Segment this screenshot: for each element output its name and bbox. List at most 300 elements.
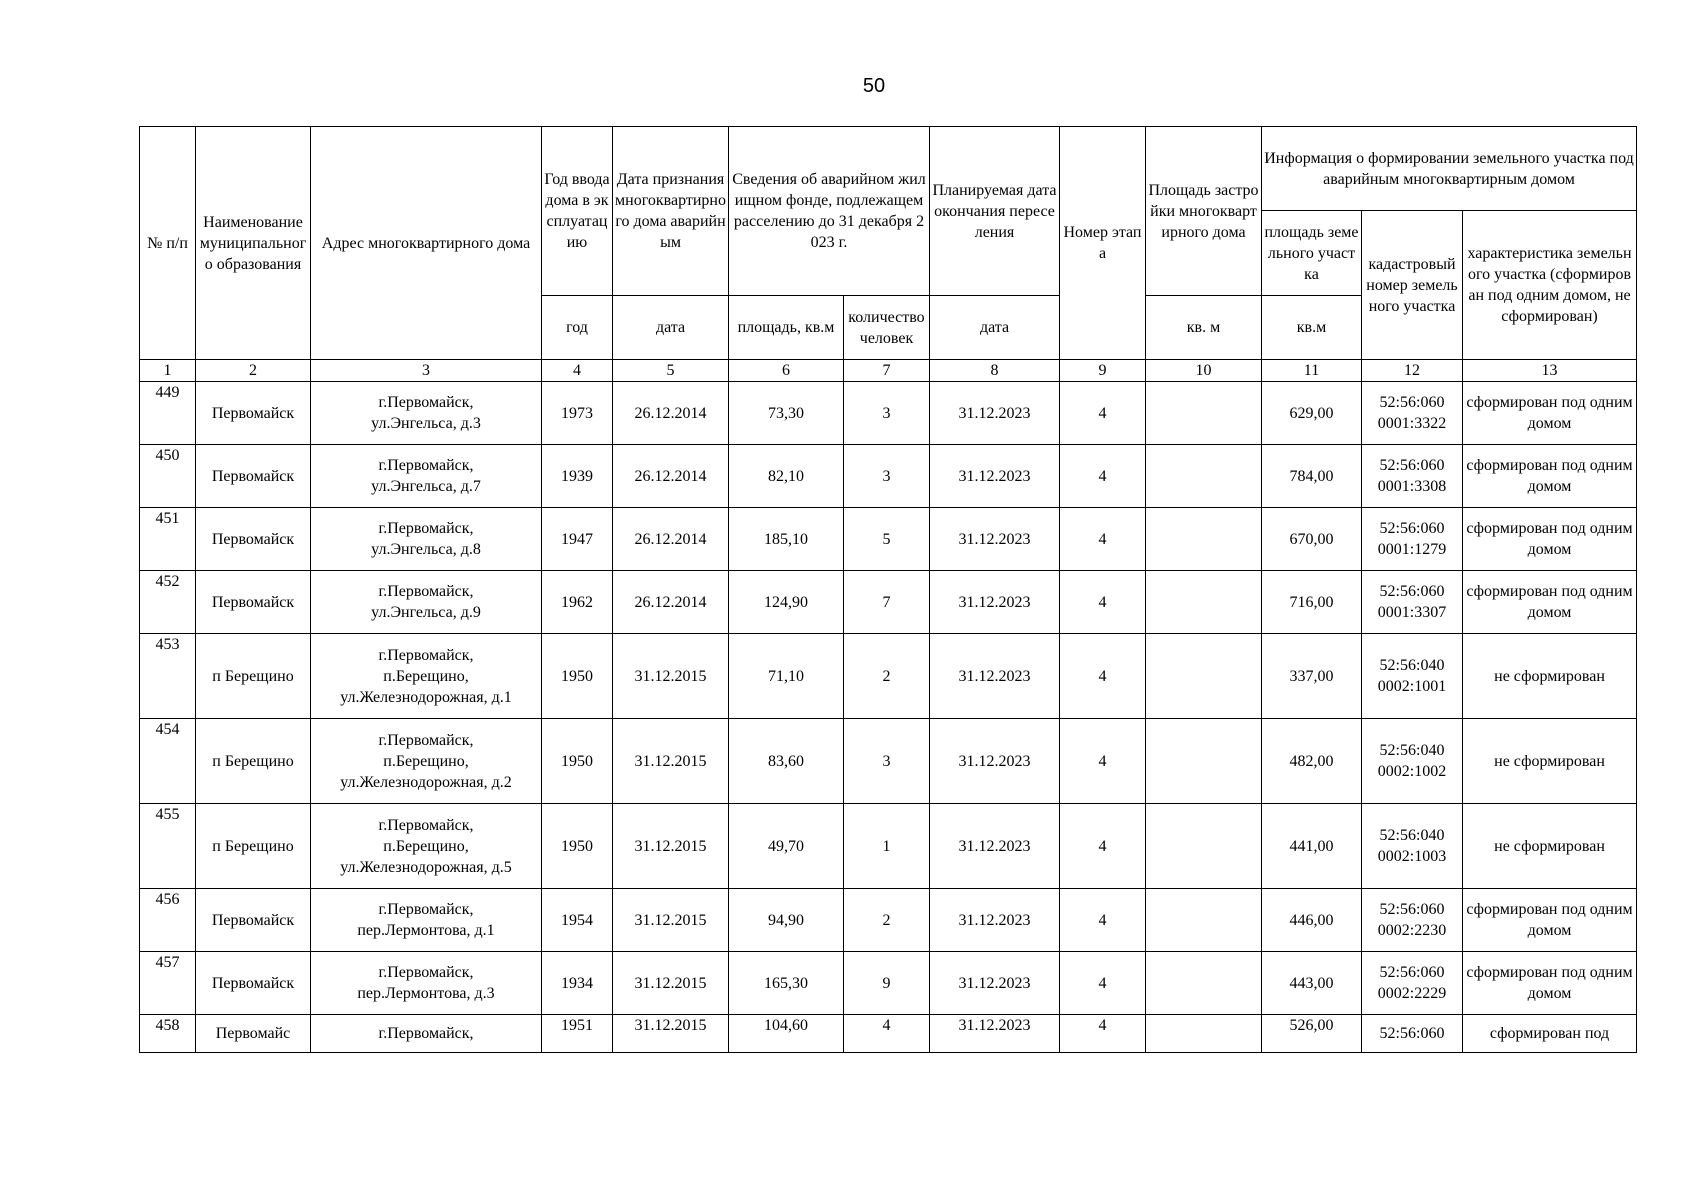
cell-number-text: 455: [155, 806, 180, 823]
cell-cadastral-text: 52:56:060: [1379, 457, 1445, 474]
cell-address-text: г.Первомайск,: [378, 583, 474, 600]
header-year: Год ввода дома в эксплуатацию: [542, 127, 613, 296]
cell-number-text: 449: [155, 384, 180, 401]
cell-end-date: [930, 382, 1060, 445]
cell-area-text: 124,90: [764, 593, 808, 611]
cell-land-char: [1463, 508, 1637, 571]
cell-address-text: п.Берещино,: [383, 837, 469, 855]
cell-stage-text: 4: [1098, 974, 1107, 992]
cell-people-text: 2: [882, 911, 891, 929]
cell-area-text: 104,60: [764, 1017, 808, 1034]
cell-stage-text: 4: [1098, 467, 1107, 485]
cell-address: [311, 634, 542, 719]
cell-build-area: [1146, 571, 1262, 634]
cell-land-char-text: не сформирован: [1494, 667, 1605, 685]
cell-municipality: [196, 1015, 311, 1053]
cell-date: [613, 634, 729, 719]
cell-number-text: 451: [155, 510, 180, 527]
cell-date: [613, 804, 729, 889]
cell-number: [140, 508, 196, 571]
cell-end-date: [930, 1015, 1060, 1053]
header-build-area: Площадь застройки многоквартирного дома: [1146, 127, 1262, 296]
cell-cadastral-text: 52:56:040: [1379, 742, 1445, 759]
cell-year-text: 1950: [561, 837, 593, 855]
cell-stage: [1060, 634, 1146, 719]
cell-address: [311, 508, 542, 571]
cell-year: [542, 382, 613, 445]
cell-date-text: 26.12.2014: [634, 530, 707, 548]
cell-address: [311, 719, 542, 804]
cell-year-text: 1954: [561, 911, 593, 929]
cell-land-area-text: 670,00: [1289, 530, 1334, 548]
cell-end-date: [930, 571, 1060, 634]
cell-area: [729, 508, 844, 571]
cell-people: [844, 445, 930, 508]
cell-land-char: [1463, 1015, 1637, 1053]
cell-municipality-text: Первомайс: [215, 1025, 291, 1042]
cell-stage: [1060, 889, 1146, 952]
cell-end-date-text: 31.12.2023: [958, 1017, 1031, 1034]
cell-address-text: г.Первомайск,: [378, 646, 474, 664]
unit-build-area: кв. м: [1146, 296, 1262, 360]
cell-stage: [1060, 445, 1146, 508]
cell-number: [140, 889, 196, 952]
table-row: [140, 952, 1637, 1015]
cell-address-text: г.Первомайск,: [378, 816, 474, 834]
cell-land-area-text: 784,00: [1289, 467, 1334, 485]
cell-stage-text: 4: [1098, 667, 1107, 685]
header-address: Адрес многоквартирного дома: [311, 127, 542, 360]
cell-land-area: [1262, 889, 1362, 952]
header-recognition-date: Дата признания многоквартирного дома аварийным: [613, 127, 729, 296]
cell-date-text: 26.12.2014: [634, 593, 707, 611]
unit-people: количество человек: [844, 296, 930, 360]
cell-build-area: [1146, 1015, 1262, 1053]
cell-people: [844, 382, 930, 445]
cell-people-text: 1: [882, 837, 891, 855]
cell-number: [140, 382, 196, 445]
cell-number: [140, 571, 196, 634]
cell-cadastral: [1362, 634, 1463, 719]
header-fund-info: Сведения об аварийном жилищном фонде, подлежащем расселению до 31 декабря 2023 г.: [729, 127, 930, 296]
cell-land-area-text: 446,00: [1289, 911, 1334, 929]
cell-area: [729, 719, 844, 804]
cell-end-date: [930, 445, 1060, 508]
cell-land-char-text: сформирован под: [1489, 1025, 1610, 1042]
cell-land-char: [1463, 952, 1637, 1015]
header-number: № п/п: [140, 127, 196, 360]
cell-stage-text: 4: [1098, 593, 1107, 611]
cell-stage: [1060, 804, 1146, 889]
cell-land-area: [1262, 1015, 1362, 1053]
cell-build-area: [1146, 634, 1262, 719]
cell-area: [729, 382, 844, 445]
cell-end-date: [930, 952, 1060, 1015]
table-row: [140, 889, 1637, 952]
cell-land-char-text: сформирован под одним домом: [1466, 583, 1633, 621]
cell-municipality: [196, 382, 311, 445]
cell-area: [729, 571, 844, 634]
cell-people-text: 3: [882, 467, 891, 485]
cell-address-text: г.Первомайск,: [378, 457, 474, 474]
cell-land-char: [1463, 571, 1637, 634]
cell-date-text: 31.12.2015: [634, 1017, 707, 1034]
cell-year-text: 1950: [561, 752, 593, 770]
cell-year: [542, 571, 613, 634]
cell-number: [140, 719, 196, 804]
cell-number: [140, 634, 196, 719]
cell-municipality-text: Первомайск: [211, 974, 295, 992]
cell-end-date-text: 31.12.2023: [958, 593, 1031, 611]
cell-year-text: 1950: [561, 667, 593, 685]
cell-area: [729, 634, 844, 719]
cell-date: [613, 952, 729, 1015]
cell-municipality-text: Первомайск: [211, 911, 295, 929]
cell-area-text: 82,10: [768, 467, 804, 485]
cell-people: [844, 634, 930, 719]
cell-date-text: 31.12.2015: [634, 911, 707, 929]
column-number: 9: [1060, 360, 1146, 382]
cell-cadastral-text: 0002:2230: [1377, 922, 1447, 939]
cell-people-text: 4: [882, 1017, 891, 1034]
cell-area: [729, 1015, 844, 1053]
column-number: 1: [140, 360, 196, 382]
cell-address-text: ул.Энгельса, д.3: [371, 415, 481, 432]
cell-address-text: г.Первомайск,: [378, 394, 474, 411]
cell-build-area: [1146, 382, 1262, 445]
cell-cadastral-text: 0002:2229: [1377, 985, 1447, 1002]
table-row: [140, 508, 1637, 571]
cell-municipality: [196, 445, 311, 508]
cell-stage: [1060, 1015, 1146, 1053]
cell-number: [140, 804, 196, 889]
cell-municipality-text: Первомайск: [211, 404, 295, 422]
cell-end-date: [930, 719, 1060, 804]
cell-cadastral-text: 0001:3322: [1377, 415, 1447, 432]
cell-number-text: 453: [155, 636, 180, 653]
cell-year-text: 1934: [561, 974, 593, 992]
cell-cadastral-text: 0001:3307: [1377, 604, 1447, 621]
cell-address-text: ул.Железнодорожная, д.2: [340, 773, 512, 791]
cell-year: [542, 719, 613, 804]
cell-land-area: [1262, 634, 1362, 719]
unit-area: площадь, кв.м: [729, 296, 844, 360]
cell-land-char: [1463, 804, 1637, 889]
cell-address-text: п.Берещино,: [383, 752, 469, 770]
cell-municipality: [196, 804, 311, 889]
cell-area: [729, 445, 844, 508]
cell-date: [613, 508, 729, 571]
cell-address-text: г.Первомайск,: [378, 520, 474, 537]
cell-land-char-text: сформирован под одним домом: [1466, 520, 1633, 558]
cell-area-text: 185,10: [764, 530, 808, 548]
cell-end-date: [930, 889, 1060, 952]
cell-date-text: 26.12.2014: [634, 467, 707, 485]
cell-address-text: п.Берещино,: [383, 667, 469, 685]
table-header: [140, 127, 1637, 382]
cell-cadastral: [1362, 571, 1463, 634]
cell-cadastral: [1362, 889, 1463, 952]
cell-municipality-text: п Берещино: [212, 667, 294, 685]
column-number: 6: [729, 360, 844, 382]
cell-address-text: пер.Лермонтова, д.1: [357, 922, 495, 939]
table-row: [140, 571, 1637, 634]
cell-end-date-text: 31.12.2023: [958, 530, 1031, 548]
cell-people: [844, 804, 930, 889]
cell-cadastral: [1362, 445, 1463, 508]
cell-cadastral-text: 52:56:060: [1379, 583, 1445, 600]
cell-municipality-text: п Берещино: [212, 752, 294, 770]
cell-land-char-text: сформирован под одним домом: [1466, 901, 1633, 939]
cell-year: [542, 508, 613, 571]
cell-stage-text: 4: [1098, 752, 1107, 770]
cell-date: [613, 719, 729, 804]
cell-stage: [1060, 508, 1146, 571]
cell-land-char: [1463, 634, 1637, 719]
emergency-housing-table: [139, 126, 1637, 1053]
column-number: 11: [1262, 360, 1362, 382]
cell-cadastral-text: 52:56:060: [1379, 964, 1445, 981]
cell-year-text: 1973: [561, 404, 593, 422]
cell-cadastral: [1362, 382, 1463, 445]
cell-area-text: 73,30: [768, 404, 804, 422]
cell-area-text: 71,10: [768, 667, 804, 685]
cell-area-text: 165,30: [764, 974, 808, 992]
cell-year: [542, 634, 613, 719]
cell-end-date-text: 31.12.2023: [958, 837, 1031, 855]
cell-address: [311, 889, 542, 952]
cell-year: [542, 889, 613, 952]
cell-address-text: г.Первомайск,: [378, 901, 474, 918]
cell-address: [311, 445, 542, 508]
cell-cadastral-text: 0002:1002: [1377, 763, 1447, 780]
table-row: [140, 719, 1637, 804]
cell-date-text: 26.12.2014: [634, 404, 707, 422]
cell-land-char-text: сформирован под одним домом: [1466, 394, 1633, 432]
cell-number-text: 456: [155, 891, 180, 908]
cell-address-text: ул.Железнодорожная, д.5: [340, 858, 512, 876]
cell-people-text: 3: [882, 752, 891, 770]
cell-stage: [1060, 719, 1146, 804]
unit-date: дата: [613, 296, 729, 360]
cell-area: [729, 952, 844, 1015]
cell-year-text: 1947: [561, 530, 593, 548]
cell-people: [844, 719, 930, 804]
header-municipality: Наименование муниципального образования: [196, 127, 311, 360]
cell-date: [613, 382, 729, 445]
cell-land-char: [1463, 382, 1637, 445]
cell-year-text: 1939: [561, 467, 593, 485]
table-row: [140, 382, 1637, 445]
cell-address-text: г.Первомайск,: [378, 1025, 474, 1042]
cell-address: [311, 952, 542, 1015]
cell-build-area: [1146, 508, 1262, 571]
cell-address-text: г.Первомайск,: [378, 731, 474, 749]
unit-year: год: [542, 296, 613, 360]
cell-land-area-text: 629,00: [1289, 404, 1334, 422]
cell-stage-text: 4: [1098, 404, 1107, 422]
cell-cadastral: [1362, 804, 1463, 889]
cell-area-text: 49,70: [768, 837, 804, 855]
cell-cadastral-text: 0001:3308: [1377, 478, 1447, 495]
cell-date: [613, 1015, 729, 1053]
cell-people-text: 5: [882, 530, 891, 548]
cell-municipality-text: Первомайск: [211, 530, 295, 548]
cell-address: [311, 382, 542, 445]
cell-stage-text: 4: [1098, 837, 1107, 855]
cell-municipality: [196, 508, 311, 571]
table-row: [140, 445, 1637, 508]
cell-area-text: 83,60: [768, 752, 804, 770]
cell-address-text: г.Первомайск,: [378, 964, 474, 981]
cell-cadastral-text: 0002:1001: [1377, 678, 1447, 695]
cell-year-text: 1962: [561, 593, 593, 611]
cell-end-date: [930, 634, 1060, 719]
cell-land-char: [1463, 889, 1637, 952]
column-number: 5: [613, 360, 729, 382]
cell-municipality-text: Первомайск: [211, 593, 295, 611]
page-number: 50: [862, 75, 886, 97]
cell-land-area-text: 526,00: [1289, 1017, 1334, 1034]
cell-date-text: 31.12.2015: [634, 837, 707, 855]
column-number: 2: [196, 360, 311, 382]
cell-land-area: [1262, 382, 1362, 445]
cell-build-area: [1146, 804, 1262, 889]
cell-end-date: [930, 508, 1060, 571]
cell-cadastral-text: 52:56:040: [1379, 657, 1445, 674]
cell-cadastral-text: 0002:1003: [1377, 848, 1447, 865]
cell-people-text: 9: [882, 974, 891, 992]
cell-municipality: [196, 889, 311, 952]
cell-cadastral-text: 52:56:040: [1379, 827, 1445, 844]
cell-address-text: ул.Энгельса, д.7: [371, 478, 481, 495]
cell-number: [140, 952, 196, 1015]
cell-end-date-text: 31.12.2023: [958, 467, 1031, 485]
cell-end-date-text: 31.12.2023: [958, 974, 1031, 992]
cell-land-char-text: сформирован под одним домом: [1466, 457, 1633, 495]
cell-year: [542, 1015, 613, 1053]
cell-address: [311, 804, 542, 889]
cell-stage-text: 4: [1098, 911, 1107, 929]
cell-stage-text: 4: [1098, 530, 1107, 548]
cell-date-text: 31.12.2015: [634, 974, 707, 992]
cell-land-area-text: 443,00: [1289, 974, 1334, 992]
cell-municipality-text: Первомайск: [211, 467, 295, 485]
cell-land-char: [1463, 445, 1637, 508]
unit-end-date: дата: [930, 296, 1060, 360]
cell-number-text: 458: [155, 1017, 180, 1034]
cell-area: [729, 889, 844, 952]
cell-date-text: 31.12.2015: [634, 752, 707, 770]
table-row: [140, 1015, 1637, 1053]
column-number: 10: [1146, 360, 1262, 382]
cell-people-text: 2: [882, 667, 891, 685]
cell-number: [140, 1015, 196, 1053]
cell-date: [613, 445, 729, 508]
cell-land-area: [1262, 571, 1362, 634]
cell-land-area-text: 441,00: [1289, 837, 1334, 855]
header-land-char: характеристика земельного участка (сформирован под одним домом, не сформирован): [1463, 211, 1637, 360]
cell-land-char: [1463, 719, 1637, 804]
cell-municipality: [196, 571, 311, 634]
cell-people: [844, 508, 930, 571]
cell-municipality: [196, 634, 311, 719]
cell-people: [844, 952, 930, 1015]
cell-date: [613, 571, 729, 634]
column-number: 3: [311, 360, 542, 382]
cell-number-text: 454: [155, 721, 180, 738]
cell-cadastral: [1362, 719, 1463, 804]
column-number: 7: [844, 360, 930, 382]
cell-people: [844, 889, 930, 952]
cell-stage: [1060, 952, 1146, 1015]
cell-municipality: [196, 952, 311, 1015]
cell-people-text: 7: [882, 593, 891, 611]
table-row: [140, 804, 1637, 889]
cell-land-area-text: 337,00: [1289, 667, 1334, 685]
header-land-info: Информация о формировании земельного участка под аварийным многоквартирным домом: [1262, 127, 1637, 211]
cell-cadastral-text: 0001:1279: [1377, 541, 1447, 558]
cell-year: [542, 952, 613, 1015]
cell-area-text: 94,90: [768, 911, 804, 929]
cell-cadastral: [1362, 508, 1463, 571]
cell-cadastral-text: 52:56:060: [1379, 1025, 1445, 1042]
cell-area: [729, 804, 844, 889]
cell-build-area: [1146, 719, 1262, 804]
header-cadastral: кадастровый номер земельного участка: [1362, 211, 1463, 360]
header-stage: Номер этапа: [1060, 127, 1146, 360]
cell-stage: [1060, 382, 1146, 445]
cell-build-area: [1146, 889, 1262, 952]
cell-municipality: [196, 719, 311, 804]
cell-end-date-text: 31.12.2023: [958, 911, 1031, 929]
cell-build-area: [1146, 445, 1262, 508]
cell-address-text: пер.Лермонтова, д.3: [357, 985, 495, 1002]
header-land-area: площадь земельного участка: [1262, 211, 1362, 296]
cell-land-area: [1262, 719, 1362, 804]
column-number: 4: [542, 360, 613, 382]
cell-year: [542, 445, 613, 508]
cell-land-area-text: 482,00: [1289, 752, 1334, 770]
unit-land-area: кв.м: [1262, 296, 1362, 360]
cell-land-char-text: сформирован под одним домом: [1466, 964, 1633, 1002]
cell-municipality-text: п Берещино: [212, 837, 294, 855]
cell-address: [311, 1015, 542, 1053]
cell-end-date-text: 31.12.2023: [958, 752, 1031, 770]
cell-year: [542, 804, 613, 889]
cell-cadastral-text: 52:56:060: [1379, 520, 1445, 537]
cell-number-text: 457: [155, 954, 180, 971]
cell-people: [844, 1015, 930, 1053]
cell-address-text: ул.Энгельса, д.9: [371, 604, 481, 621]
cell-cadastral-text: 52:56:060: [1379, 901, 1445, 918]
cell-number-text: 450: [155, 447, 180, 464]
column-number: 12: [1362, 360, 1463, 382]
cell-land-area: [1262, 804, 1362, 889]
cell-land-char-text: не сформирован: [1494, 837, 1605, 855]
table-body: [140, 382, 1637, 1053]
cell-stage-text: 4: [1098, 1017, 1107, 1034]
cell-date-text: 31.12.2015: [634, 667, 707, 685]
table-row: [140, 634, 1637, 719]
cell-cadastral: [1362, 952, 1463, 1015]
column-number: 13: [1463, 360, 1637, 382]
cell-end-date-text: 31.12.2023: [958, 667, 1031, 685]
cell-address: [311, 571, 542, 634]
cell-land-area: [1262, 952, 1362, 1015]
cell-date: [613, 889, 729, 952]
cell-number-text: 452: [155, 573, 180, 590]
